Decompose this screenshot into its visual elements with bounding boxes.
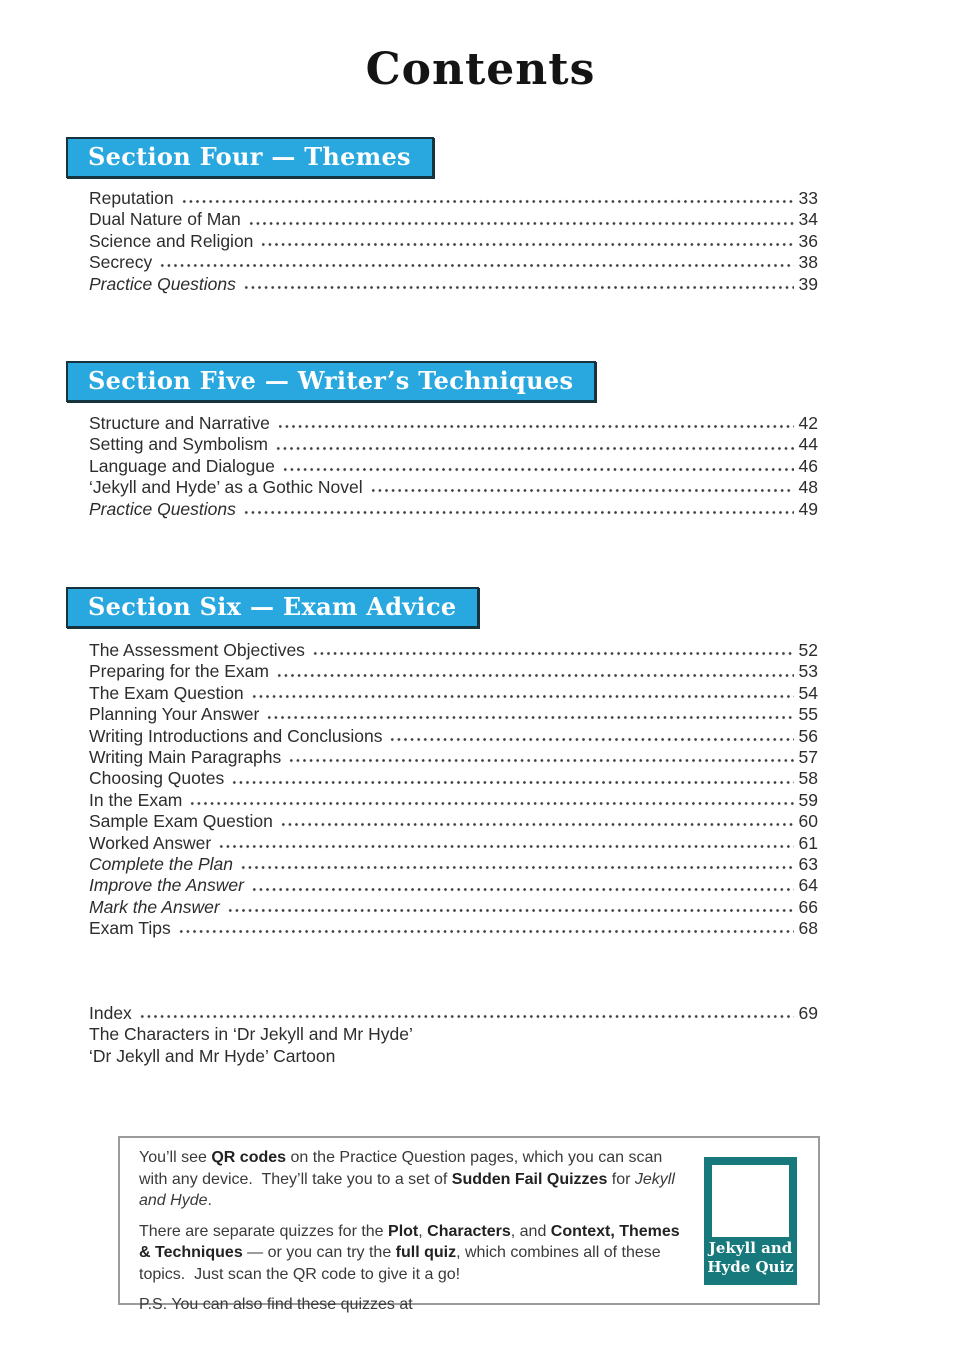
toc-entry-page-number: 52: [798, 640, 818, 660]
toc-entry-label: Dual Nature of Man: [89, 209, 241, 230]
toc-entry-page-number: 59: [798, 789, 818, 810]
dot-leader: [280, 811, 794, 832]
section-six-header: Section Six — Exam Advice: [66, 587, 479, 628]
toc-entry-label: Improve the Answer: [89, 875, 244, 896]
dot-leader: [370, 477, 794, 498]
toc-entry-label: Secrecy: [89, 252, 153, 273]
toc-entry: [89, 854, 818, 875]
toc-entry: [89, 274, 818, 295]
toc-entry-label: Structure and Narrative: [89, 413, 270, 433]
toc-entry-page-number: 53: [798, 661, 818, 682]
toc-entry-page-number: 69: [798, 1003, 818, 1023]
note-paragraph: There are separate quizzes for the Plot, Characters, and Context, Themes & Techniques — or you can try the full quiz, which combines all of these topics. Just scan the QR code to give it a go!: [139, 1222, 680, 1283]
toc-entry-page-number: 49: [798, 498, 818, 519]
toc-entry-label: The Assessment Objectives: [89, 640, 305, 660]
dot-leader: [139, 1003, 794, 1024]
section-four-header: Section Four — Themes: [66, 137, 434, 178]
toc-entry-page-number: 38: [798, 252, 818, 273]
toc-entry: [89, 833, 818, 854]
toc-entry-page-number: 64: [798, 875, 818, 896]
dot-leader: [178, 918, 794, 939]
toc-entry-label: The Exam Question: [89, 682, 244, 703]
toc-entry-page-number: 48: [798, 477, 818, 498]
dot-leader: [248, 209, 794, 230]
toc-entry: [89, 640, 818, 661]
toc-entry-page-number: 36: [798, 230, 818, 251]
dot-leader: [266, 704, 793, 725]
dot-leader: [218, 833, 793, 854]
toc-entry-label: Reputation: [89, 188, 174, 208]
toc-entry: [89, 790, 818, 811]
dot-leader: [251, 875, 794, 896]
toc-entry-label: Writing Introductions and Conclusions: [89, 725, 383, 746]
section-five-toc-list: [89, 413, 818, 520]
toc-entry-label: Exam Tips: [89, 918, 171, 939]
toc-entry-label: Language and Dialogue: [89, 455, 275, 476]
qr-badge-line-2: Hyde Quiz: [707, 1258, 794, 1276]
toc-entry-label: Practice Questions: [89, 273, 236, 294]
toc-entry-label: The Characters in ‘Dr Jekyll and Mr Hyde’: [89, 1024, 413, 1045]
toc-entry-label: Choosing Quotes: [89, 768, 225, 789]
toc-entry: [89, 918, 818, 939]
toc-entry: [89, 661, 818, 682]
dot-leader: [243, 274, 794, 295]
dot-leader: [282, 456, 794, 477]
toc-entry-page-number: 63: [798, 853, 818, 874]
toc-entry-label: Mark the Answer: [89, 896, 220, 917]
dot-leader: [277, 413, 794, 434]
dot-leader: [181, 188, 794, 209]
section-six-toc-list: [89, 640, 818, 939]
toc-entry: [89, 683, 818, 704]
toc-entry-label: Sample Exam Question: [89, 811, 273, 832]
toc-entry-page-number: 60: [798, 811, 818, 832]
toc-entry-page-number: 44: [798, 434, 818, 455]
toc-entry: [89, 499, 818, 520]
toc-entry-page-number: 42: [798, 413, 818, 433]
toc-entry: [89, 897, 818, 918]
toc-entry-page-number: 56: [798, 725, 818, 746]
toc-entry: [89, 768, 818, 789]
toc-entry-page-number: 39: [798, 273, 818, 294]
toc-entry-label: Setting and Symbolism: [89, 434, 268, 455]
toc-entry-label: In the Exam: [89, 789, 183, 810]
toc-entry: [89, 1003, 818, 1024]
dot-leader: [243, 499, 794, 520]
dot-leader: [260, 231, 793, 252]
note-paragraph: P.S. You can also find these quizzes at: [139, 1296, 413, 1313]
note-text: [139, 1147, 695, 1316]
toc-entry-label: ‘Jekyll and Hyde’ as a Gothic Novel: [89, 477, 363, 498]
toc-entry: [89, 413, 818, 434]
toc-entry-page-number: 33: [798, 188, 818, 208]
dot-leader: [240, 854, 794, 875]
page-title: Contents: [365, 44, 596, 95]
toc-entry: [89, 252, 818, 273]
toc-entry-page-number: 34: [798, 209, 818, 230]
toc-entry-label: Planning Your Answer: [89, 704, 260, 725]
qr-badge-label: [704, 1239, 797, 1277]
toc-entry: [89, 1024, 818, 1045]
dot-leader: [312, 640, 794, 661]
qr-badge-line-1: Jekyll and: [708, 1239, 793, 1257]
toc-entry-page-number: 61: [798, 832, 818, 853]
toc-entry-page-number: 57: [798, 746, 818, 767]
toc-entry-label: Index: [89, 1003, 132, 1023]
toc-entry-label: Writing Main Paragraphs: [89, 746, 282, 767]
toc-entry-label: Preparing for the Exam: [89, 661, 269, 682]
toc-entry-page-number: 55: [798, 704, 818, 725]
section-five-header: Section Five — Writer’s Techniques: [66, 361, 596, 402]
toc-entry: [89, 1046, 818, 1067]
toc-entry: [89, 704, 818, 725]
toc-entry-page-number: 68: [798, 918, 818, 939]
qr-code-placeholder: [712, 1165, 789, 1237]
toc-entry-page-number: 46: [798, 455, 818, 476]
toc-entry: [89, 434, 818, 455]
toc-entry-page-number: 66: [798, 896, 818, 917]
dot-leader: [288, 747, 793, 768]
toc-entry: [89, 875, 818, 896]
toc-entry: [89, 209, 818, 230]
qr-badge: [704, 1157, 797, 1285]
dot-leader: [251, 683, 794, 704]
toc-entry-label: Complete the Plan: [89, 853, 233, 874]
dot-leader: [389, 726, 793, 747]
toc-entry: [89, 231, 818, 252]
dot-leader: [227, 897, 794, 918]
toc-entry: [89, 747, 818, 768]
toc-entry-label: Science and Religion: [89, 230, 254, 251]
dot-leader: [231, 768, 793, 789]
index-list: [89, 1003, 818, 1067]
toc-entry: [89, 477, 818, 498]
dot-leader: [189, 790, 793, 811]
dot-leader: [275, 434, 794, 455]
toc-entry-label: ‘Dr Jekyll and Mr Hyde’ Cartoon: [89, 1045, 336, 1066]
dot-leader: [159, 252, 793, 273]
dot-leader: [276, 661, 794, 682]
toc-entry-label: Practice Questions: [89, 498, 236, 519]
toc-entry: [89, 456, 818, 477]
note-paragraph: You’ll see QR codes on the Practice Question pages, which you can scan with any device. They’ll take you to a set of Sudden Fail Quizzes for Jekyll and Hyde.: [139, 1149, 675, 1209]
section-four-toc-list: [89, 188, 818, 295]
qr-note-box: [118, 1136, 820, 1313]
toc-entry-page-number: 58: [798, 768, 818, 789]
toc-entry-page-number: 54: [798, 682, 818, 703]
toc-entry: [89, 811, 818, 832]
toc-entry: [89, 726, 818, 747]
toc-entry-label: Worked Answer: [89, 832, 212, 853]
toc-entry: [89, 188, 818, 209]
